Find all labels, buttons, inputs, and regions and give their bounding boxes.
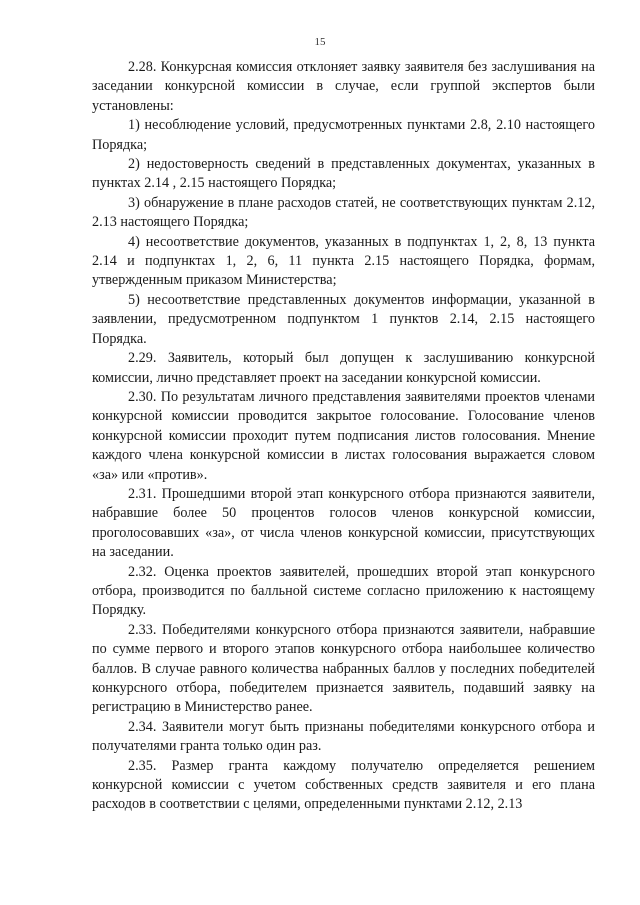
paragraph-2-33: 2.33. Победителями конкурсного отбора признаются заявители, набравшие по сумме первого и второго этапов конкурсного отбора наибольшее количество баллов. В случае равного количества набранных баллов у последних победителей конкурсного отбора, победителем признается заявитель, подавший заявку на регистрацию в Министерство ранее. (92, 621, 595, 716)
paragraph-2-28: 2.28. Конкурсная комиссия отклоняет заявку заявителя без заслушивания на заседании конкурсной комиссии в случае, если группой экспертов были установлены: (92, 59, 595, 114)
paragraph-2-35: 2.35. Размер гранта каждому получателю определяется решением конкурсной комиссии с учетом собственных средств заявителя и его плана расходов в соответствии с целями, определенными пунктами 2.12, 2.13 (92, 757, 595, 813)
paragraph-2-28-item-2: 2) недостоверность сведений в представленных документах, указанных в пунктах 2.14 , 2.15 настоящего Порядка; (92, 156, 595, 192)
paragraph-2-28-item-5: 5) несоответствие представленных документов информации, указанной в заявлении, предусмотренном подпунктом 1 пунктов 2.14, 2.15 настоящего Порядка. (92, 291, 595, 347)
paragraph-2-32: 2.32. Оценка проектов заявителей, прошедших второй этап конкурсного отбора, производится по балльной системе согласно приложению к настоящему Порядку. (92, 563, 595, 619)
paragraph-2-29: 2.29. Заявитель, который был допущен к заслушиванию конкурсной комиссии, лично представляет проект на заседании конкурсной комиссии. (92, 350, 595, 386)
document-body (92, 58, 595, 815)
page-number: 15 (314, 36, 326, 48)
paragraph-2-28-item-1: 1) несоблюдение условий, предусмотренных пунктами 2.8, 2.10 настоящего Порядка; (92, 117, 595, 153)
paragraph-2-30: 2.30. По результатам личного представления заявителями проектов членами конкурсной комиссии проводится закрытое голосование. Голосование членов конкурсной комиссии проходит путем подписания листов голосования. Мнение каждого члена конкурсной комиссии в листах голосования выражается словом «за» или «против». (92, 388, 595, 483)
paragraph-2-34: 2.34. Заявители могут быть признаны победителями конкурсного отбора и получателями гранта только один раз. (92, 718, 595, 755)
paragraph-2-28-item-3: 3) обнаружение в плане расходов статей, не соответствующих пунктам 2.12, 2.13 настоящего Порядка; (92, 194, 595, 231)
paragraph-2-28-item-4: 4) несоответствие документов, указанных в подпунктах 1, 2, 8, 13 пункта 2.14 и подпунктах 1, 2, 6, 11 пункта 2.15 настоящего Порядка, формам, утвержденным приказом Министерства; (92, 233, 595, 289)
paragraph-2-31: 2.31. Прошедшими второй этап конкурсного отбора признаются заявители, набравшие более 50 процентов голосов членов конкурсной комиссии, проголосовавших «за», от числа членов конкурсной комиссии, присутствующих на заседании. (92, 485, 595, 561)
